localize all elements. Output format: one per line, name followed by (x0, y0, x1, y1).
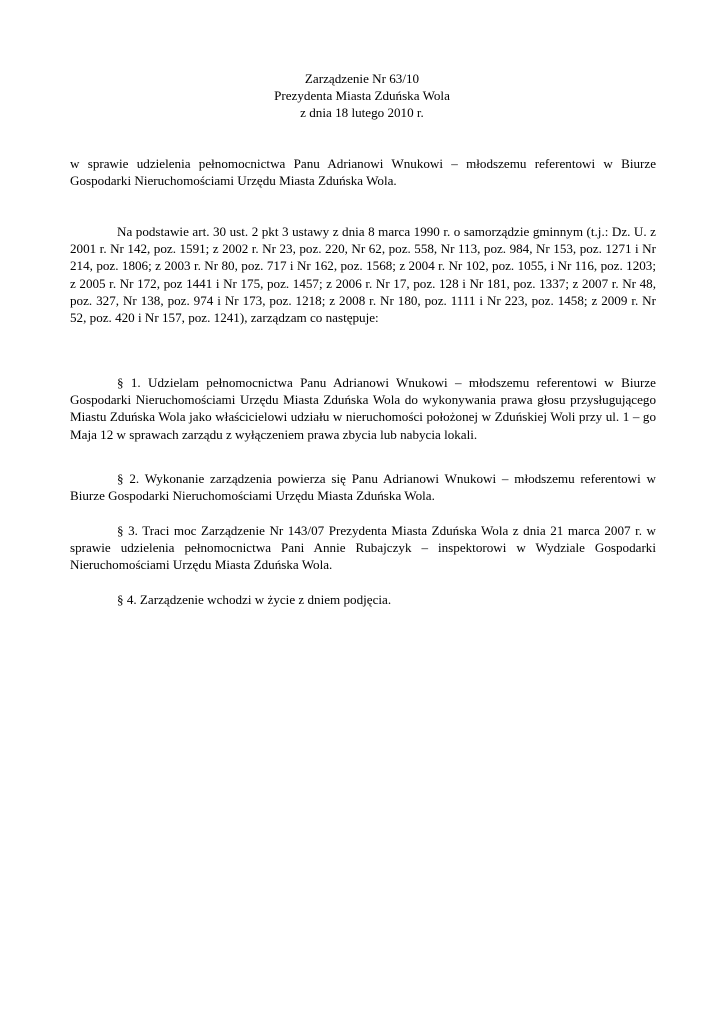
section-2-paragraph: § 2. Wykonanie zarządzenia powierza się Panu Adrianowi Wnukowi – młodszemu referentowi w Biurze Gospodarki Nieruchomościami Urzędu Miasta Zduńska Wola. (70, 471, 656, 504)
ordinance-number: Zarządzenie Nr 63/10 (304, 71, 420, 86)
section-3-paragraph: § 3. Traci moc Zarządzenie Nr 143/07 Prezydenta Miasta Zduńska Wola z dnia 21 marca 2007 r. w sprawie udzielenia pełnomocnictwa Pani Annie Rubajczyk – inspektorowi w Wydziale Gospodarki Nieruchomościami Urzędu Miasta Zduńska Wola. (70, 523, 656, 573)
issue-date: z dnia 18 lutego 2010 r. (300, 105, 424, 121)
section-4-paragraph: § 4. Zarządzenie wchodzi w życie z dniem podjęcia. (117, 592, 392, 607)
ordinance-subject: w sprawie udzielenia pełnomocnictwa Panu Adrianowi Wnukowi – młodszemu referentowi w Biurze Gospodarki Nieruchomościami Urzędu Miasta Zduńska Wola. (70, 156, 656, 189)
legal-basis-paragraph: Na podstawie art. 30 ust. 2 pkt 3 ustawy z dnia 8 marca 1990 r. o samorządzie gminnym (t.j.: Dz. U. z 2001 r. Nr 142, poz. 1591; z 2002 r. Nr 23, poz. 220, Nr 62, poz. 558, Nr 113, poz. 984, Nr 153, poz. 1271 i Nr 214, poz. 1806; z 2003 r. Nr 80, poz. 717 i Nr 162, poz. 1568; z 2004 r. Nr 102, poz. 1055, i Nr 116, poz. 1203; z 2005 r. Nr 172, poz 1441 i Nr 175, poz. 1457; z 2006 r. Nr 17, poz. 128 i Nr 181, poz. 1337; z 2007 r. Nr 48, poz. 327, Nr 138, poz. 974 i Nr 173, poz. 1218; z 2008 r. Nr 180, poz. 1111 i Nr 223, poz. 1458; z 2009 r. Nr 52, poz. 420 i Nr 157, poz. 1241), zarządzam co następuje: (70, 224, 656, 326)
issuer-title: Prezydenta Miasta Zduńska Wola (274, 88, 450, 104)
section-1-paragraph: § 1. Udzielam pełnomocnictwa Panu Adrianowi Wnukowi – młodszemu referentowi w Biurze Gospodarki Nieruchomościami Urzędu Miasta Zduńska Wola do wykonywania prawa głosu przysługującego Miastu Zduńska Wola jako właścicielowi udziału w nieruchomości położonej w Zduńskiej Woli przy ul. 1 – go Maja 12 w sprawach zarządu z wyłączeniem prawa zbycia lub nabycia lokali. (70, 375, 656, 442)
document-header (0, 70, 724, 122)
